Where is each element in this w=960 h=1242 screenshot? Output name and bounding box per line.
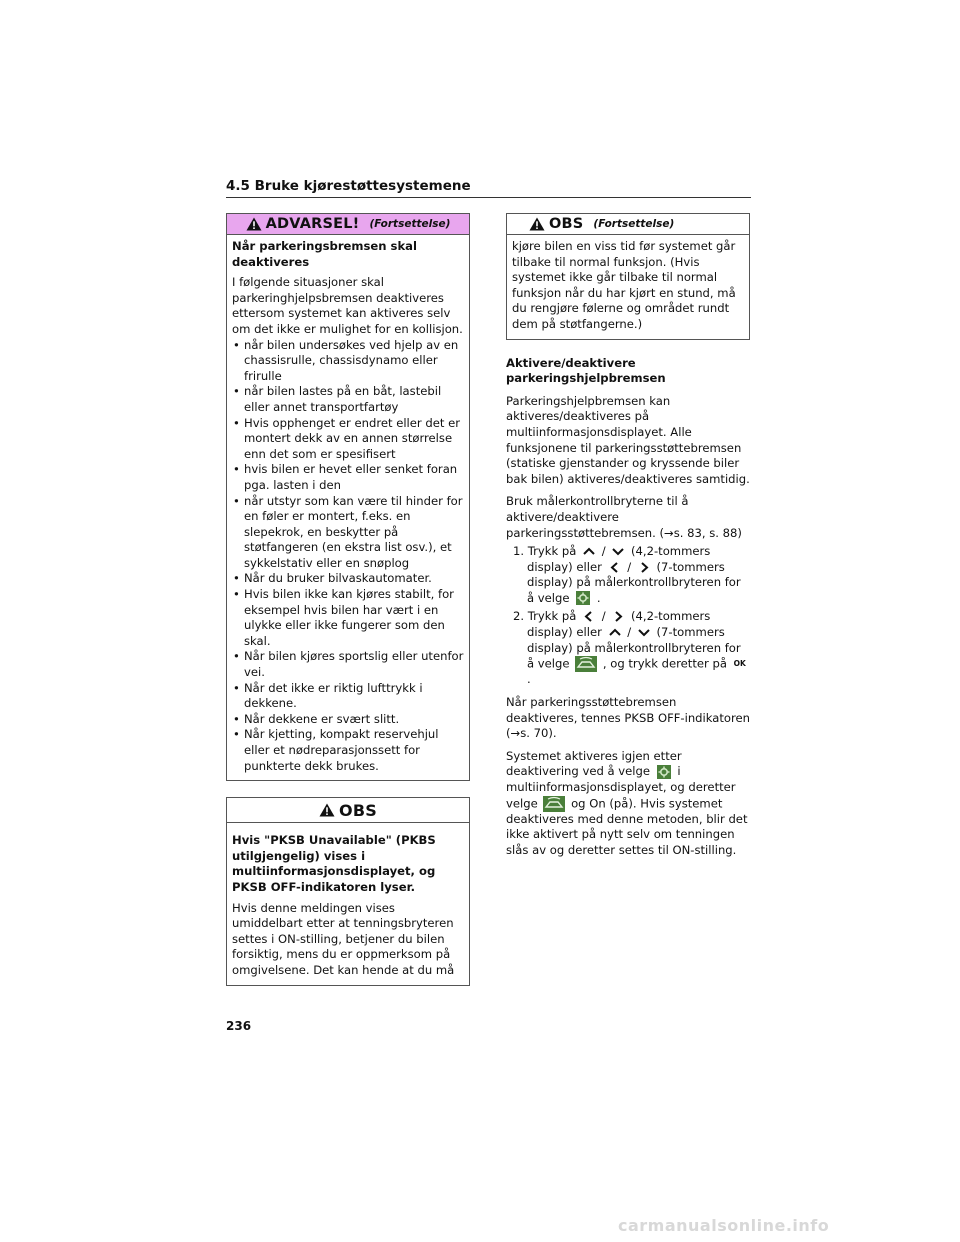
step-text: (4,2-tommers display) eller (527, 544, 711, 574)
continued-label: (Fortsettelse) (593, 218, 675, 230)
car-sensor-icon (575, 656, 597, 672)
step-text: . (596, 590, 601, 605)
step-text: . (527, 672, 531, 687)
warning-bullets (232, 338, 464, 775)
watermark: carmanualsonline.info (618, 1216, 830, 1235)
step-text: (7-tommers display) på målerkontrollbryteren for å velge (527, 559, 741, 605)
list-item: • Når bilen kjøres sportslig eller utenfor vei. (232, 649, 464, 680)
car-sensor-icon (543, 796, 565, 812)
paragraph: Parkeringshjelpbremsen kan aktiveres/deaktiveres på multiinformasjonsdisplayet. Alle funksjonene til parkeringsstøttebremsen (statiske gjenstander og kryssende biler bak bilen) aktiveres/deaktiveres samtidig. (506, 393, 750, 486)
step-item (506, 609, 750, 687)
slash: / (627, 625, 632, 640)
paragraph: Når parkeringsstøttebremsen deaktiveres, tennes PKSB OFF-indikatoren (→s. 70). (506, 694, 750, 741)
warning-triangle-icon (529, 217, 545, 231)
obs-box-header (227, 798, 469, 823)
paragraph-text: i multiinformasjonsdisplayet, og deretter velge (506, 764, 736, 810)
obs-continued-header (507, 214, 749, 235)
right-column (506, 213, 750, 865)
step-text: (4,2-tommers display) eller (527, 609, 711, 640)
warning-box (226, 213, 470, 781)
list-item: • når bilen lastes på en båt, lastebil eller annet transportfartøy (232, 384, 464, 415)
gear-icon (657, 765, 671, 779)
steps-list (506, 544, 750, 688)
list-item: • Når det ikke er riktig lufttrykk i dekkene. (232, 681, 464, 712)
step-number: 2. (513, 609, 525, 624)
slash: / (627, 559, 632, 574)
obs-continued-box (506, 213, 750, 340)
chevron-up-icon (582, 546, 596, 557)
warning-heading: Når parkeringsbremsen skal deaktiveres (232, 239, 417, 269)
chevron-right-icon (637, 562, 651, 573)
paragraph (506, 749, 750, 859)
step-number: 1. (513, 544, 525, 559)
step-text: , og trykk deretter på (602, 656, 727, 671)
slash: / (601, 544, 606, 559)
warning-triangle-icon (319, 803, 335, 817)
list-item: • Hvis opphenget er endret eller det er montert dekk av en annen størrelse enn det som er spesifisert (232, 416, 464, 463)
chevron-right-icon (611, 611, 625, 622)
obs-heading: Hvis "PKSB Unavailable" (PKBS utilgjengelig) vises i multiinformasjonsdisplayet, og PKSB OFF-indikatoren lyser. (232, 833, 436, 894)
gear-icon (576, 591, 590, 605)
warning-box-header (227, 214, 469, 235)
list-item: • når utstyr som kan være til hinder for en føler er montert, f.eks. en slepekrok, en beskytter på støtfangeren (en ekstra list osv.), et sykkelstativ eller en snøplog (232, 494, 464, 572)
step-text: (7-tommers display) på målerkontrollbryteren for å velge (527, 625, 741, 671)
list-item: • Når dekkene er svært slitt. (232, 712, 464, 728)
warning-triangle-icon (246, 217, 262, 231)
left-column (226, 213, 470, 1002)
obs-continued-body (507, 235, 749, 339)
slash: / (601, 609, 606, 624)
main-text (506, 356, 750, 859)
list-item: • Når kjetting, kompakt reservehjul eller et nødreparasjonssett for punkterte dekk brukes. (232, 727, 464, 774)
warning-title: ADVARSEL! (265, 216, 360, 232)
chevron-down-icon (611, 546, 625, 557)
section-title: 4.5 Bruke kjørestøttesystemene (226, 178, 751, 198)
chevron-left-icon (608, 562, 622, 573)
obs-text: Hvis denne meldingen vises umiddelbart etter at tenningsbryteren settes i ON-stilling, betjener du bilen forsiktig, mens du er oppmerksom på omgivelsene. Det kan hende at du må (232, 900, 455, 977)
ok-icon: OK (733, 659, 746, 669)
step-item (506, 544, 750, 606)
warning-intro: I følgende situasjoner skal parkeringhjelpsbremsen deaktiveres ettersom systemet kan aktiveres selv om det ikke er mulighet for en kollisjon. (232, 275, 463, 336)
chevron-up-icon (608, 627, 622, 638)
obs-continued-text: kjøre bilen en viss tid før systemet går tilbake til normal funksjon. (Hvis systemet ikke går tilbake til normal funksjon når du har kjørt en stund, må du rengjøre følerne og området rundt dem på støtfangerne.) (512, 239, 736, 331)
list-item: • Når du bruker bilvaskautomater. (232, 571, 464, 587)
warning-box-body (227, 235, 469, 780)
list-item: • hvis bilen er hevet eller senket foran pga. lasten i den (232, 462, 464, 493)
obs-title: OBS (549, 216, 584, 232)
obs-box (226, 797, 470, 985)
chevron-down-icon (637, 627, 651, 638)
paragraph: Bruk målerkontrollbryterne til å aktivere/deaktivere parkeringsstøttebremsen. (→s. 83, s. 88) (506, 494, 742, 540)
continued-label: (Fortsettelse) (369, 218, 451, 230)
list-item: • Hvis bilen ikke kan kjøres stabilt, for eksempel hvis bilen har vært i en ulykke eller ikke fungerer som den skal. (232, 587, 464, 649)
step-text: Trykk på (527, 609, 577, 624)
list-item: • når bilen undersøkes ved hjelp av en chassisrulle, chassisdynamo eller frirulle (232, 338, 464, 385)
subheading: Aktivere/deaktivere parkeringshjelpbremsen (506, 355, 666, 386)
step-text: Trykk på (527, 544, 577, 559)
chevron-left-icon (582, 611, 596, 622)
page-number: 236 (226, 1019, 252, 1033)
obs-box-body (227, 823, 469, 984)
paragraph-text: og On (på). Hvis systemet deaktiveres med denne metoden, blir det ikke aktivert på nytt selv om tenningen slås av og deretter settes til ON-stilling. (506, 796, 748, 857)
obs-title: OBS (339, 800, 377, 820)
paragraph-text: Systemet aktiveres igjen etter deaktivering ved å velge (506, 748, 682, 779)
